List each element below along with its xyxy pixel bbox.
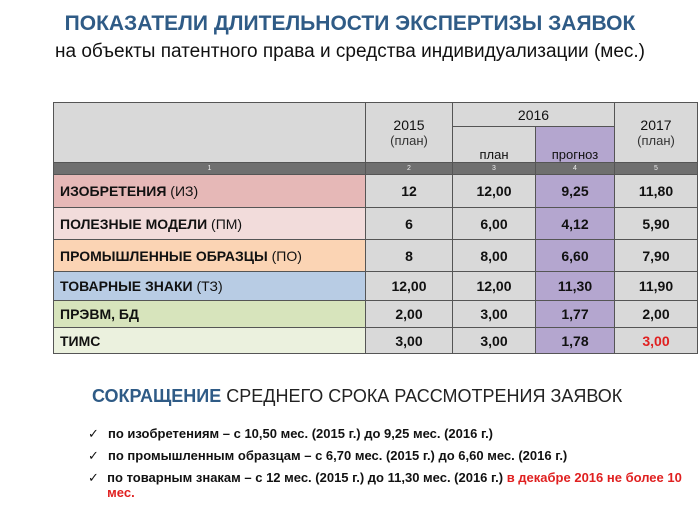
- value-cell: 1,77: [536, 301, 615, 328]
- value-cell: 12,00: [453, 175, 536, 208]
- page-subtitle: на объекты патентного права и средства индивидуализации (мес.): [54, 41, 646, 62]
- bullet-highlight: в декабре 2016 не более 10 мес.: [107, 470, 682, 500]
- value-cell: 7,90: [615, 240, 698, 272]
- header-2017: 2017 (план): [615, 103, 698, 163]
- value-cell: 12,00: [366, 272, 453, 301]
- page-title: ПОКАЗАТЕЛИ ДЛИТЕЛЬНОСТИ ЭКСПЕРТИЗЫ ЗАЯВОК: [64, 12, 636, 35]
- row-label: ТОВАРНЫЕ ЗНАКИ (ТЗ): [54, 272, 366, 301]
- checkmark-icon: ✓: [88, 448, 99, 463]
- value-cell: 6,60: [536, 240, 615, 272]
- value-cell: 9,25: [536, 175, 615, 208]
- header-empty: [54, 103, 366, 163]
- bullet-text: по промышленным образцам – с 6,70 мес. (2015 г.) до 6,60 мес. (2016 г.): [108, 448, 568, 463]
- value-cell: 12: [366, 175, 453, 208]
- header-2016-forecast: прогноз: [536, 127, 615, 163]
- checkmark-icon: ✓: [88, 470, 99, 485]
- bullet-list: [88, 426, 688, 506]
- section-heading: СОКРАЩЕНИЕ СРЕДНЕГО СРОКА РАССМОТРЕНИЯ ЗАЯВОК: [92, 386, 623, 406]
- checkmark-icon: ✓: [88, 426, 99, 441]
- value-cell: 6,00: [453, 208, 536, 240]
- bullet-text: по изобретениям – с 10,50 мес. (2015 г.) до 9,25 мес. (2016 г.): [108, 426, 494, 441]
- row-label: ПРЭВМ, БД: [54, 301, 366, 328]
- row-label: ТИМС: [54, 328, 366, 354]
- col-number: 3: [453, 163, 536, 175]
- header-2016-plan: план: [453, 127, 536, 163]
- table-row: [54, 208, 698, 240]
- table-row: [54, 328, 698, 354]
- duration-table: [53, 102, 698, 354]
- table-row: [54, 301, 698, 328]
- value-cell: 8,00: [453, 240, 536, 272]
- value-cell: 1,78: [536, 328, 615, 354]
- value-cell: 8: [366, 240, 453, 272]
- value-cell: 6: [366, 208, 453, 240]
- col-number: 5: [615, 163, 698, 175]
- value-cell: 3,00: [615, 328, 698, 354]
- row-label: ПОЛЕЗНЫЕ МОДЕЛИ (ПМ): [54, 208, 366, 240]
- bullet-item: [88, 426, 688, 442]
- value-cell: 2,00: [366, 301, 453, 328]
- value-cell: 11,90: [615, 272, 698, 301]
- value-cell: 5,90: [615, 208, 698, 240]
- row-label: ПРОМЫШЛЕННЫЕ ОБРАЗЦЫ (ПО): [54, 240, 366, 272]
- table-row: [54, 240, 698, 272]
- value-cell: 2,00: [615, 301, 698, 328]
- table-row: [54, 175, 698, 208]
- table-row: [54, 272, 698, 301]
- header-2016: 2016: [453, 103, 615, 127]
- bullet-item: [88, 448, 688, 464]
- col-number: 2: [366, 163, 453, 175]
- row-label: ИЗОБРЕТЕНИЯ (ИЗ): [54, 175, 366, 208]
- value-cell: 12,00: [453, 272, 536, 301]
- value-cell: 11,80: [615, 175, 698, 208]
- value-cell: 3,00: [366, 328, 453, 354]
- bullet-text: по товарным знакам – с 12 мес. (2015 г.) до 11,30 мес. (2016 г.): [107, 470, 507, 485]
- value-cell: 4,12: [536, 208, 615, 240]
- col-number: 1: [54, 163, 366, 175]
- header-2015: 2015 (план): [366, 103, 453, 163]
- value-cell: 3,00: [453, 328, 536, 354]
- value-cell: 3,00: [453, 301, 536, 328]
- value-cell: 11,30: [536, 272, 615, 301]
- bullet-item: [88, 470, 688, 500]
- col-number: 4: [536, 163, 615, 175]
